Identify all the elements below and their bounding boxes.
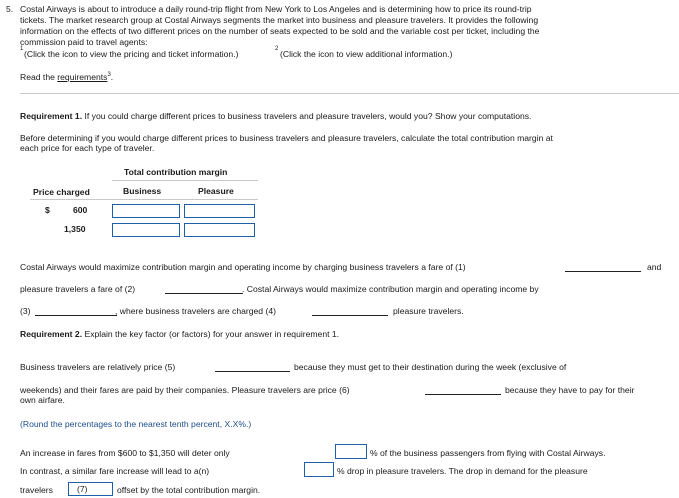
business-deter-percent-input[interactable] — [335, 444, 367, 459]
increase-line-2b: % drop in pleasure travelers. The drop in demand for the pleasure — [337, 466, 588, 476]
click-icon-additional[interactable]: (Click the icon to view additional information.) — [280, 49, 453, 59]
requirement-2-text: Explain the key factor (or factors) for your answer in requirement 1. — [82, 329, 340, 339]
requirement-1-text: If you could charge different prices to business travelers and pleasure travelers, would you? Show your computations. — [82, 111, 532, 121]
col-price-charged: Price charged — [33, 187, 90, 197]
pleasure-drop-percent-input[interactable] — [304, 462, 334, 477]
requirements-link[interactable]: requirements — [57, 72, 108, 82]
fill-line-2b: . Costal Airways would maximize contribution margin and operating income by — [242, 284, 539, 294]
footnote-3: 3 — [107, 72, 111, 79]
fill-line-3b: , where business travelers are charged (4) — [115, 306, 276, 316]
increase-line-3a: travelers — [20, 485, 53, 495]
pricing-info-icon[interactable] — [20, 46, 23, 56]
blank-4-dropdown[interactable] — [312, 315, 388, 316]
footnote-2: 2 — [275, 46, 279, 53]
blank-7-label: (7) — [77, 484, 88, 494]
blank-3-dropdown[interactable] — [35, 315, 117, 316]
req2-line-2a: weekends) and their fares are paid by their companies. Pleasure travelers are price (6) — [20, 385, 350, 395]
problem-number: 5. — [6, 4, 14, 14]
req2-line-2b: because they have to pay for their — [505, 385, 635, 395]
requirement-2-label: Requirement 2. — [20, 329, 83, 339]
table-group-underline — [112, 180, 258, 181]
read-the-label — [20, 72, 113, 82]
fill-line-1b: and — [647, 262, 662, 272]
instruction-line-1: Before determining if you would charge different prices to business travelers and pleasure travelers, calculate the total contribution margin at — [20, 133, 553, 143]
period: . — [110, 72, 114, 82]
intro-line-4: commission paid to travel agents: — [20, 37, 148, 47]
footnote-1: 1 — [20, 46, 24, 53]
increase-line-2: In contrast, a similar fare increase will lead to a(n) — [20, 466, 210, 476]
increase-line-3b: offset by the total contribution margin. — [117, 485, 261, 495]
row-1-currency: $ — [45, 205, 50, 215]
intro-line-3: information on the effects of two different prices on the number of seats expected to be sold and the variable cost per ticket, including the — [20, 26, 540, 36]
pleasure-1350-input[interactable] — [184, 223, 255, 237]
requirement-1-label: Requirement 1. — [20, 111, 83, 121]
req2-line-1a: Business travelers are relatively price (5) — [20, 362, 176, 372]
pleasure-600-input[interactable] — [184, 204, 255, 218]
increase-line-1: An increase in fares from $600 to $1,350 will deter only — [20, 448, 230, 458]
blank-6-dropdown[interactable] — [425, 394, 501, 395]
table-header-underline — [30, 199, 258, 200]
business-1350-input[interactable] — [112, 223, 180, 237]
additional-info-icon[interactable] — [275, 46, 278, 56]
table-group-header: Total contribution margin — [124, 167, 228, 177]
fill-line-1a: Costal Airways would maximize contribution margin and operating income by charging business travelers a fare of (1) — [20, 262, 466, 272]
req2-line-3: own airfare. — [20, 395, 65, 405]
fill-line-3c: pleasure travelers. — [393, 306, 464, 316]
blank-7-dropdown[interactable] — [68, 482, 113, 496]
round-note: (Round the percentages to the nearest tenth percent, X.X%.) — [20, 419, 252, 429]
fill-line-3a: (3) — [20, 306, 31, 316]
req2-line-1b: because they must get to their destination during the week (exclusive of — [294, 362, 567, 372]
col-pleasure: Pleasure — [198, 186, 234, 196]
intro-line-1: Costal Airways is about to introduce a daily round-trip flight from New York to Los Angeles and is determining how to price its round-trip — [20, 4, 532, 14]
blank-2-dropdown[interactable] — [165, 293, 243, 294]
blank-5-dropdown[interactable] — [215, 371, 290, 372]
row-2-price: 1,350 — [64, 224, 86, 234]
increase-line-1b: % of the business passengers from flying with Costal Airways. — [370, 448, 606, 458]
divider-top — [20, 93, 679, 94]
fill-line-2a: pleasure travelers a fare of (2) — [20, 284, 136, 294]
requirement-1-heading — [20, 111, 531, 121]
blank-1-dropdown[interactable] — [565, 271, 641, 272]
row-1-price: 600 — [73, 205, 88, 215]
click-icon-pricing[interactable]: (Click the icon to view the pricing and ticket information.) — [24, 49, 239, 59]
read-the-text: Read the — [20, 72, 58, 82]
requirement-2-heading — [20, 329, 339, 339]
intro-line-2: tickets. The market research group at Costal Airways segments the market into business and pleasure travelers. It provides the following — [20, 15, 539, 25]
instruction-line-2: each price for each type of traveler. — [20, 143, 155, 153]
business-600-input[interactable] — [112, 204, 180, 218]
col-business: Business — [123, 186, 162, 196]
